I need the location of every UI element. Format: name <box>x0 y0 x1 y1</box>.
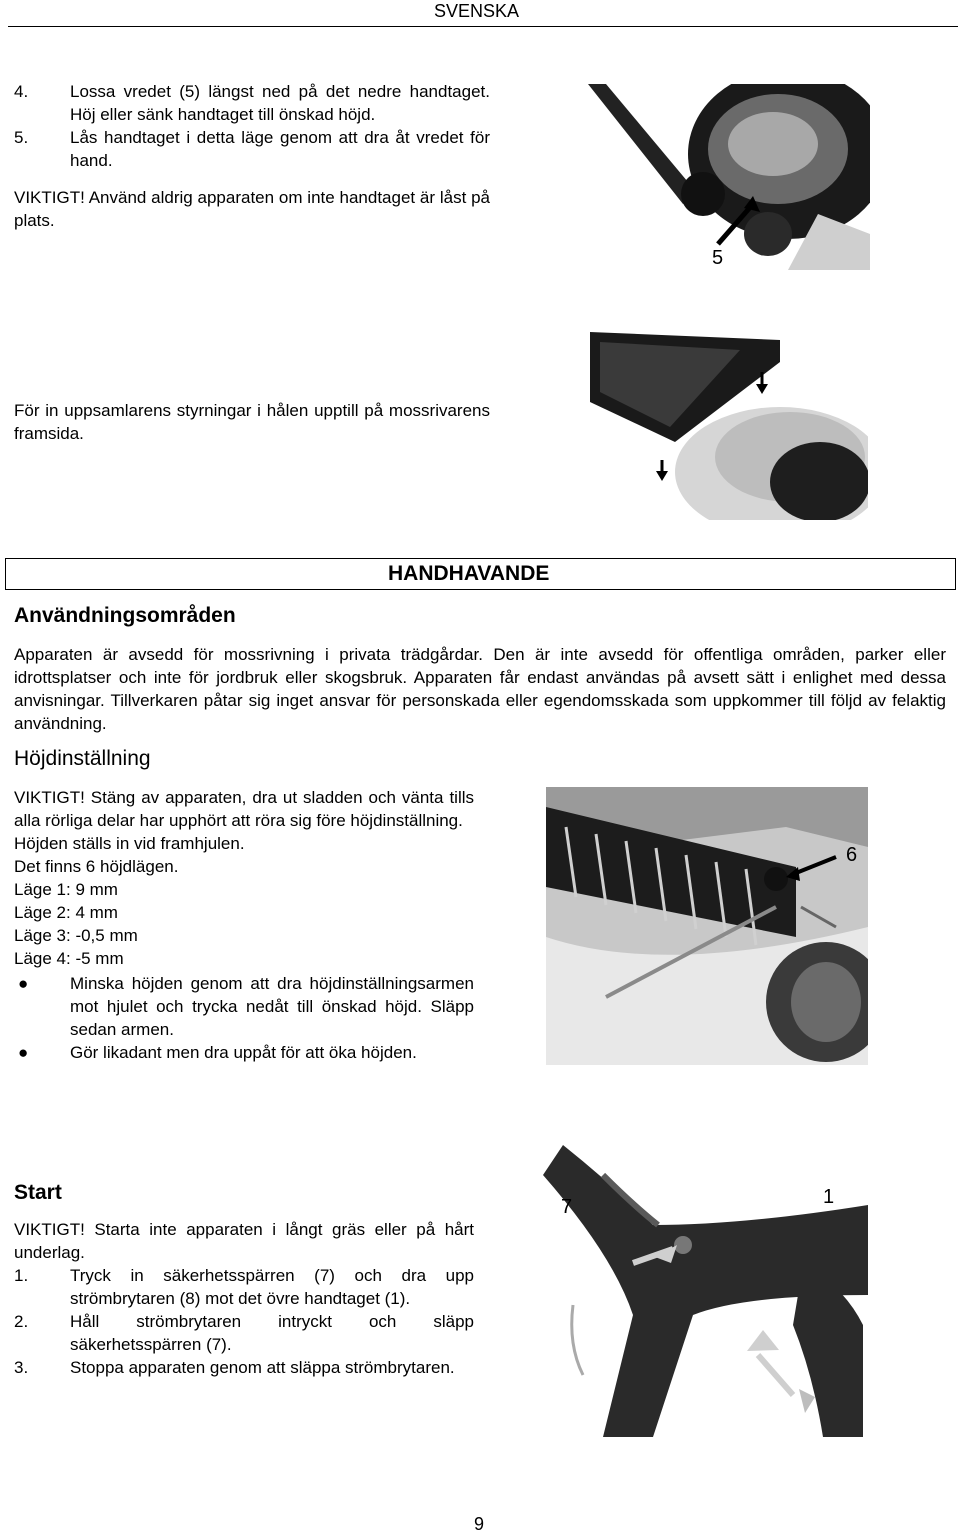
step-item <box>14 80 490 126</box>
start-step <box>14 1310 474 1356</box>
step-number: 3. <box>14 1358 29 1377</box>
height-heading: Höjdinställning <box>14 747 151 770</box>
height-adjust-photo <box>546 787 868 1065</box>
step-text: Håll strömbrytaren intryckt och släpp säkerhetsspärren (7). <box>70 1312 474 1354</box>
handle-knob-photo <box>588 84 870 270</box>
height-warning <box>14 786 474 832</box>
callout-5: 5 <box>712 247 724 269</box>
start-step <box>14 1264 474 1310</box>
height-content <box>14 786 474 1064</box>
height-bullet <box>14 1041 474 1064</box>
start-warning-label: VIKTIGT! <box>14 1220 85 1239</box>
callout-7: 7 <box>561 1196 573 1218</box>
height-line: Höjden ställs in vid framhjulen. <box>14 834 245 853</box>
bullet-text: Minska höjden genom att dra höjdinställningsarmen mot hjulet och trycka nedåt till önskad höjd. Släpp sedan armen. <box>70 974 474 1039</box>
page-number: 9 <box>474 1514 485 1534</box>
usage-text-normal: Apparaten är avsedd för mossrivning i privata trädgårdar. <box>14 645 483 664</box>
start-content <box>14 1218 474 1379</box>
switch-handle-photo <box>543 1145 868 1437</box>
bullet-text: Gör likadant men dra uppåt för att öka höjden. <box>70 1043 417 1062</box>
start-warning <box>14 1218 474 1264</box>
height-line: Läge 1: 9 mm <box>14 880 118 899</box>
collector-bag-photo <box>590 332 868 520</box>
bullet-icon: ● <box>18 1043 29 1062</box>
bullet-icon: ● <box>18 974 29 993</box>
usage-heading: Användningsområden <box>14 604 236 627</box>
height-line: Det finns 6 höjdlägen. <box>14 857 179 876</box>
height-warning-label: VIKTIGT! <box>14 788 85 807</box>
header-divider <box>8 26 958 27</box>
step-number: 2. <box>14 1312 29 1331</box>
section-title: HANDHAVANDE <box>388 562 550 585</box>
start-step <box>14 1356 474 1379</box>
start-heading: Start <box>14 1181 62 1204</box>
start-warning-text: Starta inte apparaten i långt gräs eller på hårt underlag. <box>14 1220 474 1262</box>
warning-label: VIKTIGT! <box>14 188 85 207</box>
step-number: 5. <box>14 128 29 147</box>
step-item <box>14 126 490 172</box>
usage-text-condensed: Den är inte avsedd för offentliga områden, parker eller idrottsplatser och inte för jordbruk eller skogsbruk. Apparaten får endast användas på avsett sätt i enlighet med dessa anvisningar. Tillverkaren påtar sig inget ansvar för personskada eller egendomsskada som uppkommer till följd av felaktig användning. <box>14 645 946 733</box>
assembly-steps <box>14 80 490 232</box>
warning-text: Använd aldrig apparaten om inte handtaget är låst på plats. <box>14 188 490 230</box>
callout-6: 6 <box>846 844 858 866</box>
usage-paragraph <box>14 643 946 735</box>
step-text: Tryck in säkerhetsspärren (7) och dra upp strömbrytaren (8) mot det övre handtaget (1). <box>70 1266 474 1308</box>
height-line: Läge 2: 4 mm <box>14 903 118 922</box>
collector-paragraph: För in uppsamlarens styrningar i hålen upptill på mossrivarens framsida. <box>14 401 490 443</box>
step-text: Lossa vredet (5) längst ned på det nedre handtaget. Höj eller sänk handtaget till önskad höjd. <box>70 82 490 124</box>
callout-1: 1 <box>823 1186 835 1208</box>
warning-paragraph <box>14 186 490 232</box>
step-text: Stoppa apparaten genom att släppa strömbrytaren. <box>70 1358 455 1377</box>
step-text: Lås handtaget i detta läge genom att dra åt vredet för hand. <box>70 128 490 170</box>
height-line: Läge 3: -0,5 mm <box>14 926 138 945</box>
step-number: 4. <box>14 82 29 101</box>
step-number: 1. <box>14 1266 29 1285</box>
height-line: Läge 4: -5 mm <box>14 949 124 968</box>
header-language: SVENSKA <box>434 1 520 21</box>
height-bullet <box>14 972 474 1041</box>
height-warning-text: Stäng av apparaten, dra ut sladden och vänta tills alla rörliga delar har upphört att röra sig före höjdinställning. <box>14 788 474 830</box>
